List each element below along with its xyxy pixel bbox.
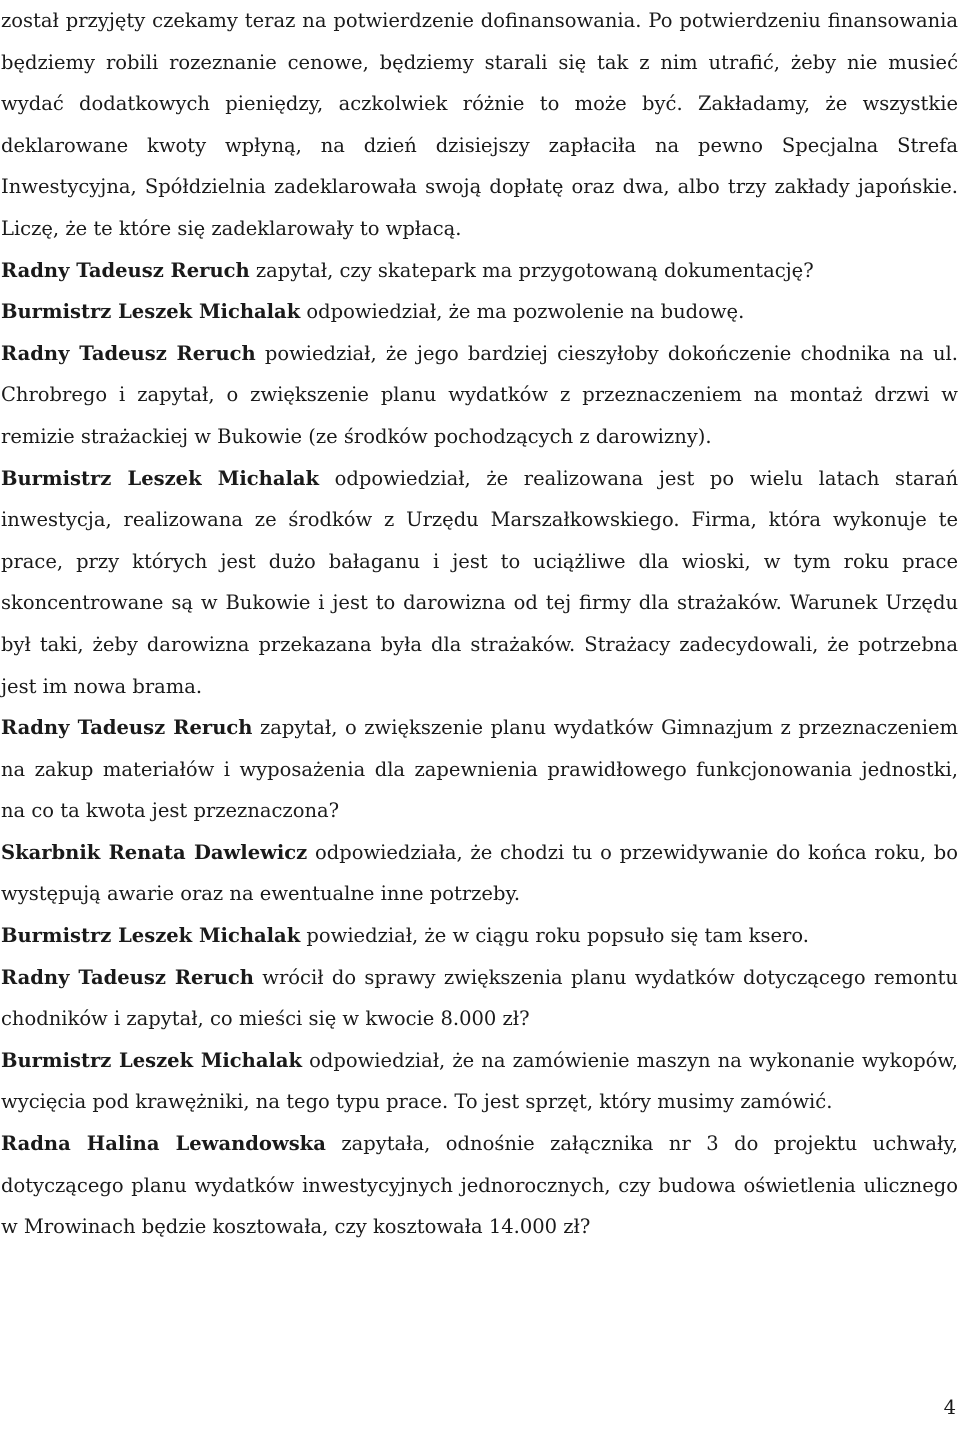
paragraph-text: zapytał, o zwiększenie planu wydatków Gimnazjum z przeznaczeniem na zakup materiałów i wyposażenia dla zapewnienia prawidłowego funkcjonowania jednostki, na co ta kwota jest przeznaczona? [1,716,958,823]
paragraph-text: powiedział, że w ciągu roku popsuło się tam ksero. [300,924,809,948]
page-number: 4 [943,1396,956,1419]
paragraph [1,915,958,957]
paragraph-text: powiedział, że jego bardziej cieszyłoby dokończenie chodnika na ul. Chrobrego i zapytał, o zwiększenie planu wydatków z przeznaczeniem na montaż drzwi w remizie strażackiej w Bukowie (ze środków pochodzących z darowizny). [1,341,958,448]
speaker-name: Radny Tadeusz Reruch [1,965,254,989]
speaker-name: Burmistrz Leszek Michalak [1,466,320,490]
paragraph [1,0,958,250]
paragraph-text: odpowiedział, że ma pozwolenie na budowę. [300,300,745,324]
paragraph-text: odpowiedziała, że chodzi tu o przewidywanie do końca roku, bo występują awarie oraz na ewentualne inne potrzeby. [1,840,958,906]
speaker-name: Radny Tadeusz Reruch [1,341,256,365]
speaker-name: Radny Tadeusz Reruch [1,716,253,740]
speaker-name: Burmistrz Leszek Michalak [1,1048,303,1072]
paragraph [1,291,958,333]
document-body [1,0,958,1248]
speaker-name: Skarbnik Renata Dawlewicz [1,840,308,864]
paragraph [1,1040,958,1123]
paragraph [1,957,958,1040]
paragraph [1,333,958,458]
speaker-name: Burmistrz Leszek Michalak [1,300,301,324]
paragraph [1,707,958,832]
speaker-name: Radna Halina Lewandowska [1,1132,326,1156]
paragraph-text: został przyjęty czekamy teraz na potwierdzenie dofinansowania. Po potwierdzeniu finansowania będziemy robili rozeznanie cenowe, będziemy starali się tak z nim utrafić, żeby nie musieć wydać dodatkowych pieniędzy, aczkolwiek różnie to może być. Zakładamy, że wszystkie deklarowane kwoty wpłyną, na dzień dzisiejszy zapłaciła na pewno Specjalna Strefa Inwestycyjna, Spółdzielnia zadeklarowała swoją dopłatę oraz dwa, albo trzy zakłady japońskie. Liczę, że te które się zadeklarowały to wpłacą. [1,9,958,240]
paragraph-text: zapytał, czy skatepark ma przygotowaną dokumentację? [249,258,814,282]
paragraph [1,250,958,292]
speaker-name: Radny Tadeusz Reruch [1,258,250,282]
paragraph [1,1123,958,1248]
paragraph-text: odpowiedział, że realizowana jest po wielu latach starań inwestycja, realizowana ze środków z Urzędu Marszałkowskiego. Firma, która wykonuje te prace, przy których jest dużo bałaganu i jest to uciążliwe dla wioski, w tym roku prace skoncentrowane są w Bukowie i jest to darowizna od tej firmy dla strażaków. Warunek Urzędu był taki, żeby darowizna przekazana była dla strażaków. Strażacy zadecydowali, że potrzebna jest im nowa brama. [1,466,959,698]
speaker-name: Burmistrz Leszek Michalak [1,924,301,948]
paragraph [1,832,958,915]
paragraph-text: zapytała, odnośnie załącznika nr 3 do projektu uchwały, dotyczącego planu wydatków inwestycyjnych jednorocznych, czy budowa oświetlenia ulicznego w Mrowinach będzie kosztowała, czy kosztowała 14.000 zł? [1,1132,958,1239]
paragraph [1,458,958,708]
paragraph-text: odpowiedział, że na zamówienie maszyn na wykonanie wykopów, wycięcia pod krawężniki, na tego typu prace. To jest sprzęt, który musimy zamówić. [1,1048,958,1114]
paragraph-text: wrócił do sprawy zwiększenia planu wydatków dotyczącego remontu chodników i zapytał, co mieści się w kwocie 8.000 zł? [1,965,958,1031]
